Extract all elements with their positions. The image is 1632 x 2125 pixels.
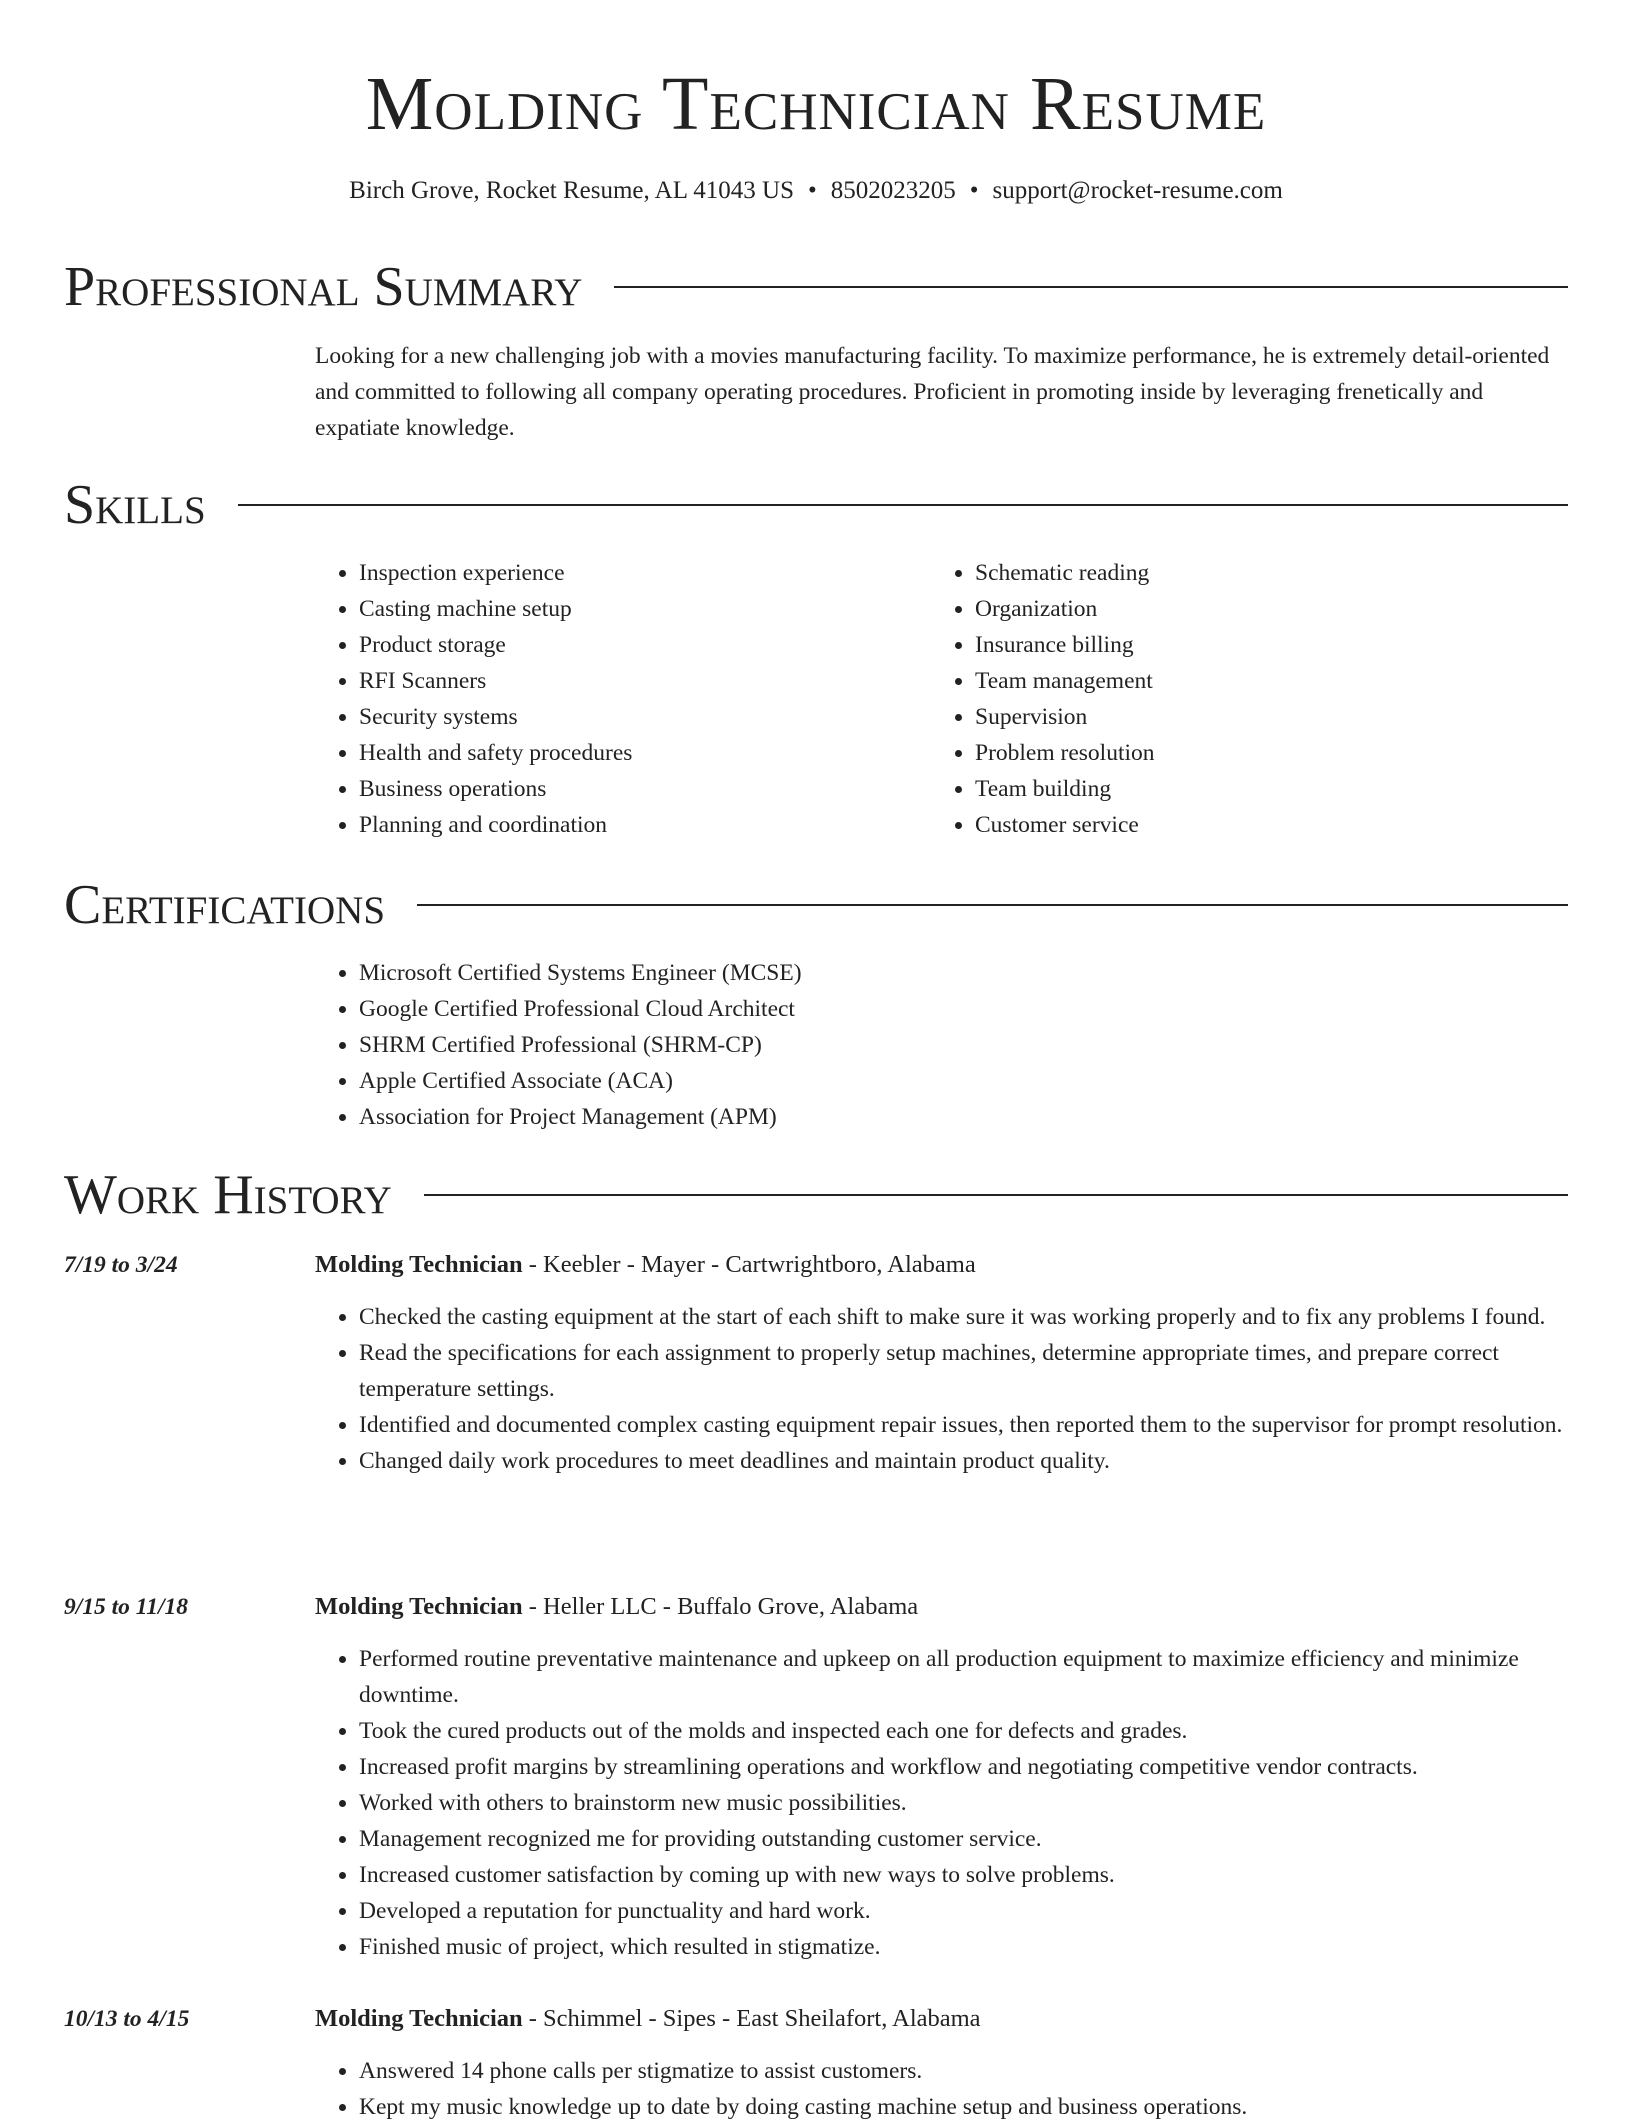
certifications-list — [315, 955, 802, 1135]
skills-section-header — [64, 470, 1568, 540]
job-company: - Heller LLC - Buffalo Grove, Alabama — [522, 1593, 919, 1620]
certifications-section-header — [64, 870, 1568, 940]
contact-address: Birch Grove, Rocket Resume, AL 41043 US — [349, 177, 795, 204]
job-bullet: • Management recognized me for providing outstanding customer service. — [359, 1821, 1568, 1857]
skill-item: • Problem resolution — [975, 735, 1155, 771]
job-company: - Schimmel - Sipes - East Sheilafort, Alabama — [522, 2005, 981, 2032]
skill-item: • Health and safety procedures — [359, 735, 632, 771]
section-divider — [238, 504, 1568, 506]
summary-heading: Professional Summary — [64, 256, 583, 318]
contact-separator: • — [808, 177, 817, 204]
skills-column-right — [931, 555, 1155, 843]
contact-separator: • — [969, 177, 979, 204]
skill-item: • Customer service — [975, 807, 1155, 843]
job-dates: 7/19 to 3/24 — [64, 1252, 178, 1278]
job-bullet: • Worked with others to brainstorm new music possibilities. — [359, 1785, 1568, 1821]
job-bullet: • Performed routine preventative maintenance and upkeep on all production equipment to maximize efficiency and minimize downtime. — [359, 1641, 1568, 1713]
job-bullet: • Changed daily work procedures to meet deadlines and maintain product quality. — [359, 1443, 1568, 1479]
job-title-line — [315, 2001, 981, 2037]
job-bullet-list — [315, 2053, 1568, 2125]
skill-item: • Business operations — [359, 771, 632, 807]
skill-item: • Schematic reading — [975, 555, 1155, 591]
job-bullet-list — [315, 1299, 1568, 1479]
skill-item: • RFI Scanners — [359, 663, 632, 699]
job-bullet: • Finished music of project, which resulted in stigmatize. — [359, 1929, 1568, 1965]
skill-item: • Product storage — [359, 627, 632, 663]
skill-item: • Insurance billing — [975, 627, 1155, 663]
skill-item: • Team management — [975, 663, 1155, 699]
skills-list-right — [931, 555, 1155, 843]
certification-item: • Google Certified Professional Cloud Architect — [359, 991, 802, 1027]
job-title-line — [315, 1247, 976, 1283]
skill-item: • Organization — [975, 591, 1155, 627]
job-bullet: • Increased profit margins by streamlining operations and workflow and negotiating competitive vendor contracts. — [359, 1749, 1568, 1785]
job-dates: 10/13 to 4/15 — [64, 2006, 190, 2032]
job-bullet: • Checked the casting equipment at the start of each shift to make sure it was working properly and to fix any problems I found. — [359, 1299, 1568, 1335]
job-bullets — [315, 2053, 1568, 2125]
skill-item: • Casting machine setup — [359, 591, 632, 627]
section-divider — [424, 1194, 1568, 1196]
job-dates: 9/15 to 11/18 — [64, 1594, 189, 1620]
job-bullet: • Answered 14 phone calls per stigmatize to assist customers. — [359, 2053, 1568, 2089]
resume-title: Molding Technician Resume — [365, 62, 1267, 146]
job-bullet: • Read the specifications for each assignment to properly setup machines, determine appropriate times, and prepare correct temperature settings. — [359, 1335, 1568, 1407]
contact-phone: 8502023205 — [830, 177, 956, 204]
certifications-heading: Certifications — [64, 874, 386, 936]
work-history-section-header — [64, 1160, 1568, 1230]
job-role: Molding Technician — [315, 1593, 523, 1620]
certification-item: • Apple Certified Associate (ACA) — [359, 1063, 802, 1099]
contact-email: support@rocket-resume.com — [992, 177, 1283, 204]
job-bullet: • Took the cured products out of the molds and inspected each one for defects and grades. — [359, 1713, 1568, 1749]
skill-item: • Supervision — [975, 699, 1155, 735]
job-bullet: • Identified and documented complex casting equipment repair issues, then reported them to the supervisor for prompt resolution. — [359, 1407, 1568, 1443]
job-bullet: • Developed a reputation for punctuality and hard work. — [359, 1893, 1568, 1929]
job-bullets — [315, 1641, 1568, 1965]
section-divider — [614, 286, 1568, 288]
skills-list-left — [315, 555, 632, 843]
job-role: Molding Technician — [315, 1251, 523, 1278]
skills-column-left — [315, 555, 632, 843]
skill-item: • Security systems — [359, 699, 632, 735]
certification-item: • SHRM Certified Professional (SHRM-CP) — [359, 1027, 802, 1063]
section-divider — [417, 904, 1568, 906]
skill-item: • Team building — [975, 771, 1155, 807]
job-bullet: • Increased customer satisfaction by coming up with new ways to solve problems. — [359, 1857, 1568, 1893]
summary-text: Looking for a new challenging job with a movies manufacturing facility. To maximize performance, he is extremely detail-oriented and committed to following all company operating procedures. Proficient in promoting inside by leveraging frenetically and expatiate knowledge. — [315, 343, 1550, 441]
certifications-block — [315, 955, 802, 1135]
skills-heading: Skills — [64, 474, 206, 536]
certification-item: • Microsoft Certified Systems Engineer (MCSE) — [359, 955, 802, 991]
job-company: - Keebler - Mayer - Cartwrightboro, Alabama — [522, 1251, 976, 1278]
contact-line — [0, 174, 1632, 208]
job-title-line — [315, 1589, 918, 1625]
skill-item: • Inspection experience — [359, 555, 632, 591]
skill-item: • Planning and coordination — [359, 807, 632, 843]
work-history-heading: Work History — [64, 1164, 392, 1226]
job-bullet: • Kept my music knowledge up to date by doing casting machine setup and business operations. — [359, 2089, 1568, 2125]
job-role: Molding Technician — [315, 2005, 523, 2032]
job-bullets — [315, 1299, 1568, 1479]
job-bullet-list — [315, 1641, 1568, 1965]
summary-section-header — [64, 252, 1568, 322]
certification-item: • Association for Project Management (APM) — [359, 1099, 802, 1135]
